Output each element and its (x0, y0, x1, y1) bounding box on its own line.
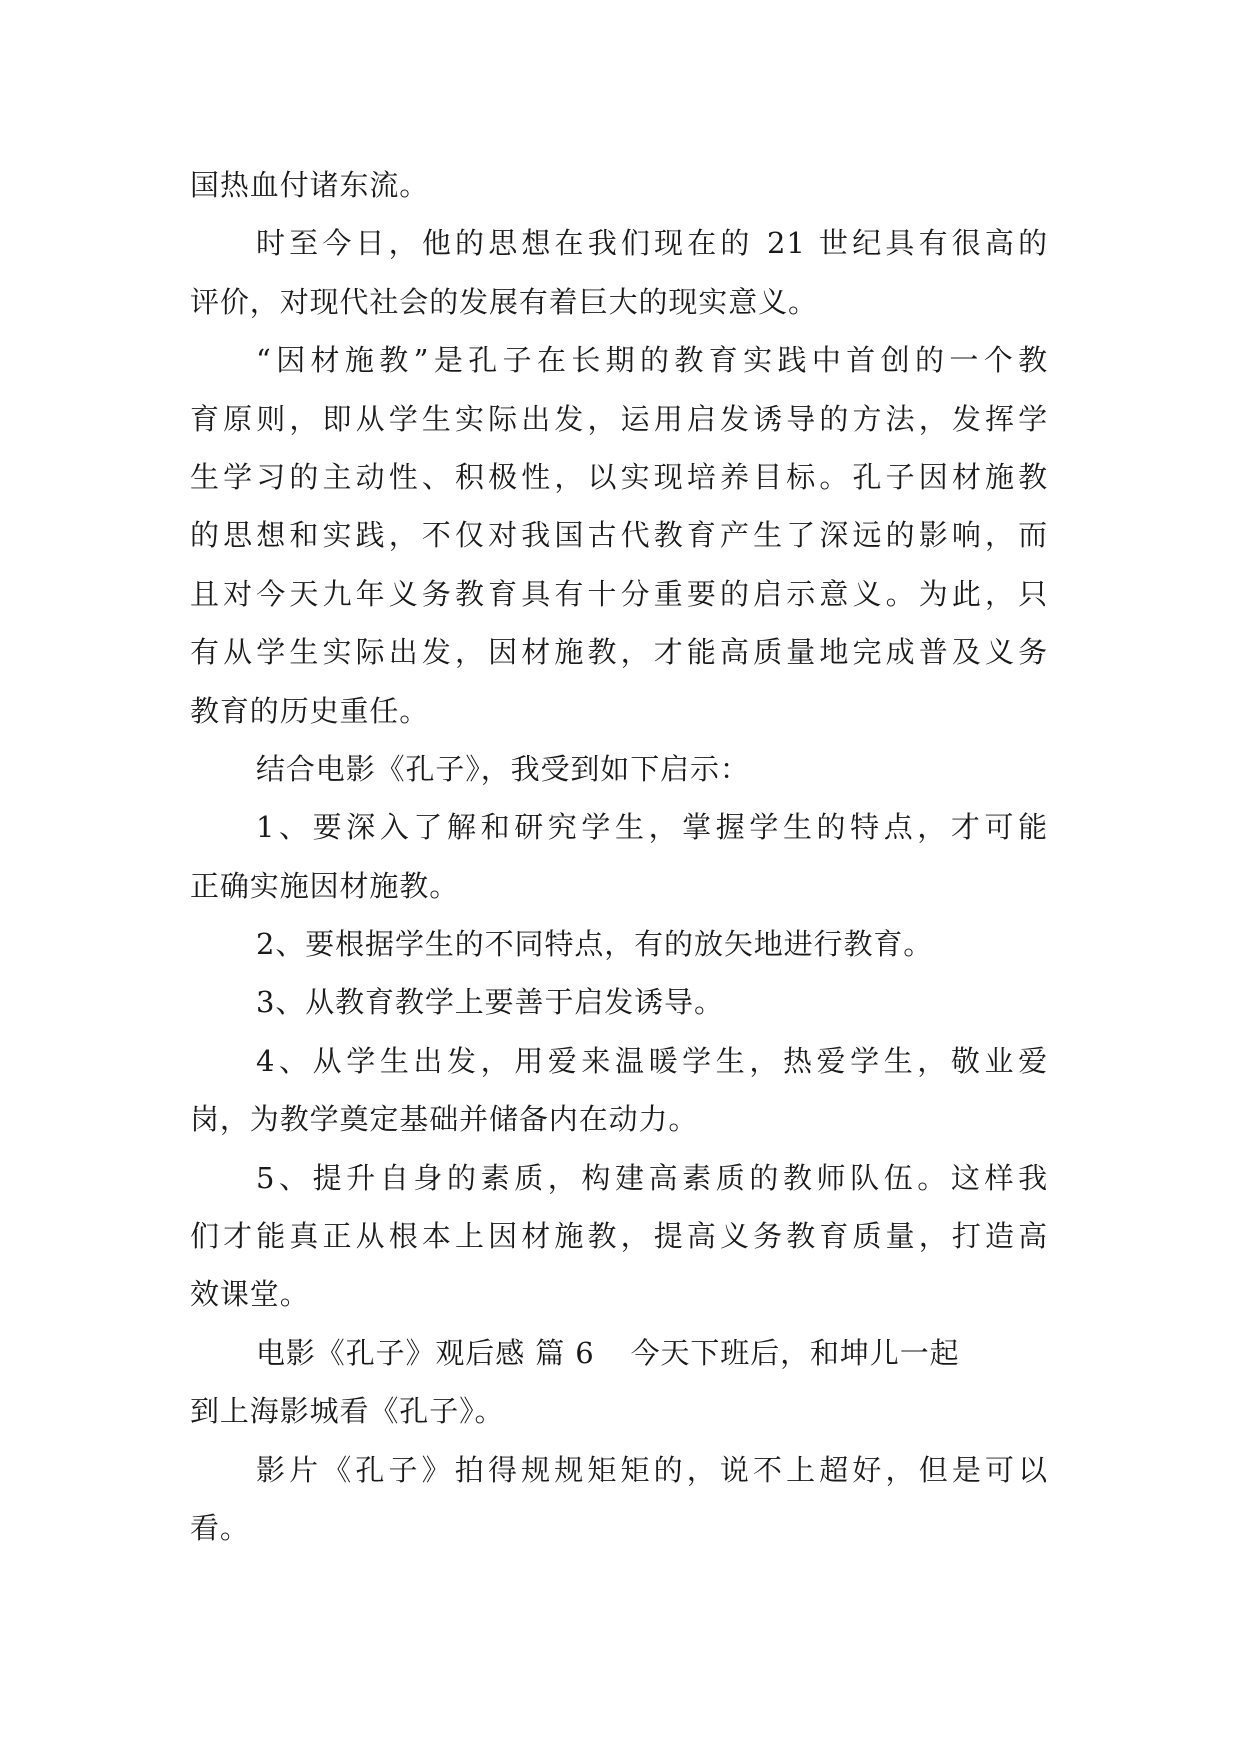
text-line: 育原则，即从学生实际出发，运用启发诱导的方法，发挥学 (190, 401, 1048, 436)
text-line: 结合电影《孔子》，我受到如下启示： (256, 751, 750, 786)
section-heading-line (190, 1324, 1048, 1382)
text-line: 的思想和实践，不仅对我国古代教育产生了深远的影响，而 (190, 518, 1048, 553)
text-line: 教育的历史重任。 (190, 693, 430, 728)
section-number: 篇 6 (535, 1335, 595, 1370)
list-item-line: 3、从教育教学上要善于启发诱导。 (256, 985, 724, 1020)
text-line: 时至今日，他的思想在我们现在的 21 世纪具有很高的 (256, 226, 1048, 261)
text-line: 看。 (190, 1510, 250, 1545)
list-item-line: 1、要深入了解和研究学生，掌握学生的特点，才可能 (256, 810, 1048, 845)
body-text (190, 156, 1048, 1557)
text-line: 生学习的主动性、积极性，以实现培养目标。孔子因材施教 (190, 459, 1048, 494)
text-line: 有从学生实际出发，因材施教，才能高质量地完成普及义务 (190, 635, 1048, 670)
text-line: 岗，为教学奠定基础并储备内在动力。 (190, 1102, 699, 1137)
section-title: 电影《孔子》观后感 (256, 1335, 526, 1370)
section-continuation: 今天下班后，和坤儿一起 (630, 1335, 960, 1370)
text-line: 正确实施因材施教。 (190, 868, 460, 903)
text-line: 评价，对现代社会的发展有着巨大的现实意义。 (190, 284, 818, 319)
list-item-line: 4、从学生出发，用爱来温暖学生，热爱学生，敬业爱 (256, 1043, 1048, 1078)
list-item-line: 2、要根据学生的不同特点，有的放矢地进行教育。 (256, 927, 934, 962)
list-item-line: 5、提升自身的素质，构建高素质的教师队伍。这样我 (256, 1160, 1048, 1195)
text-line: 影片《孔子》拍得规规矩矩的，说不上超好，但是可以 (256, 1452, 1048, 1487)
text-line: 效课堂。 (190, 1277, 310, 1312)
text-line: 们才能真正从根本上因材施教，提高义务教育质量，打造高 (190, 1219, 1048, 1254)
text-line: 到上海影城看《孔子》。 (190, 1394, 505, 1429)
text-line: 且对今天九年义务教育具有十分重要的启示意义。为此，只 (190, 576, 1048, 611)
text-line: 国热血付诸东流。 (190, 168, 430, 202)
text-line: “因材施教”是孔子在长期的教育实践中首创的一个教 (256, 343, 1048, 378)
